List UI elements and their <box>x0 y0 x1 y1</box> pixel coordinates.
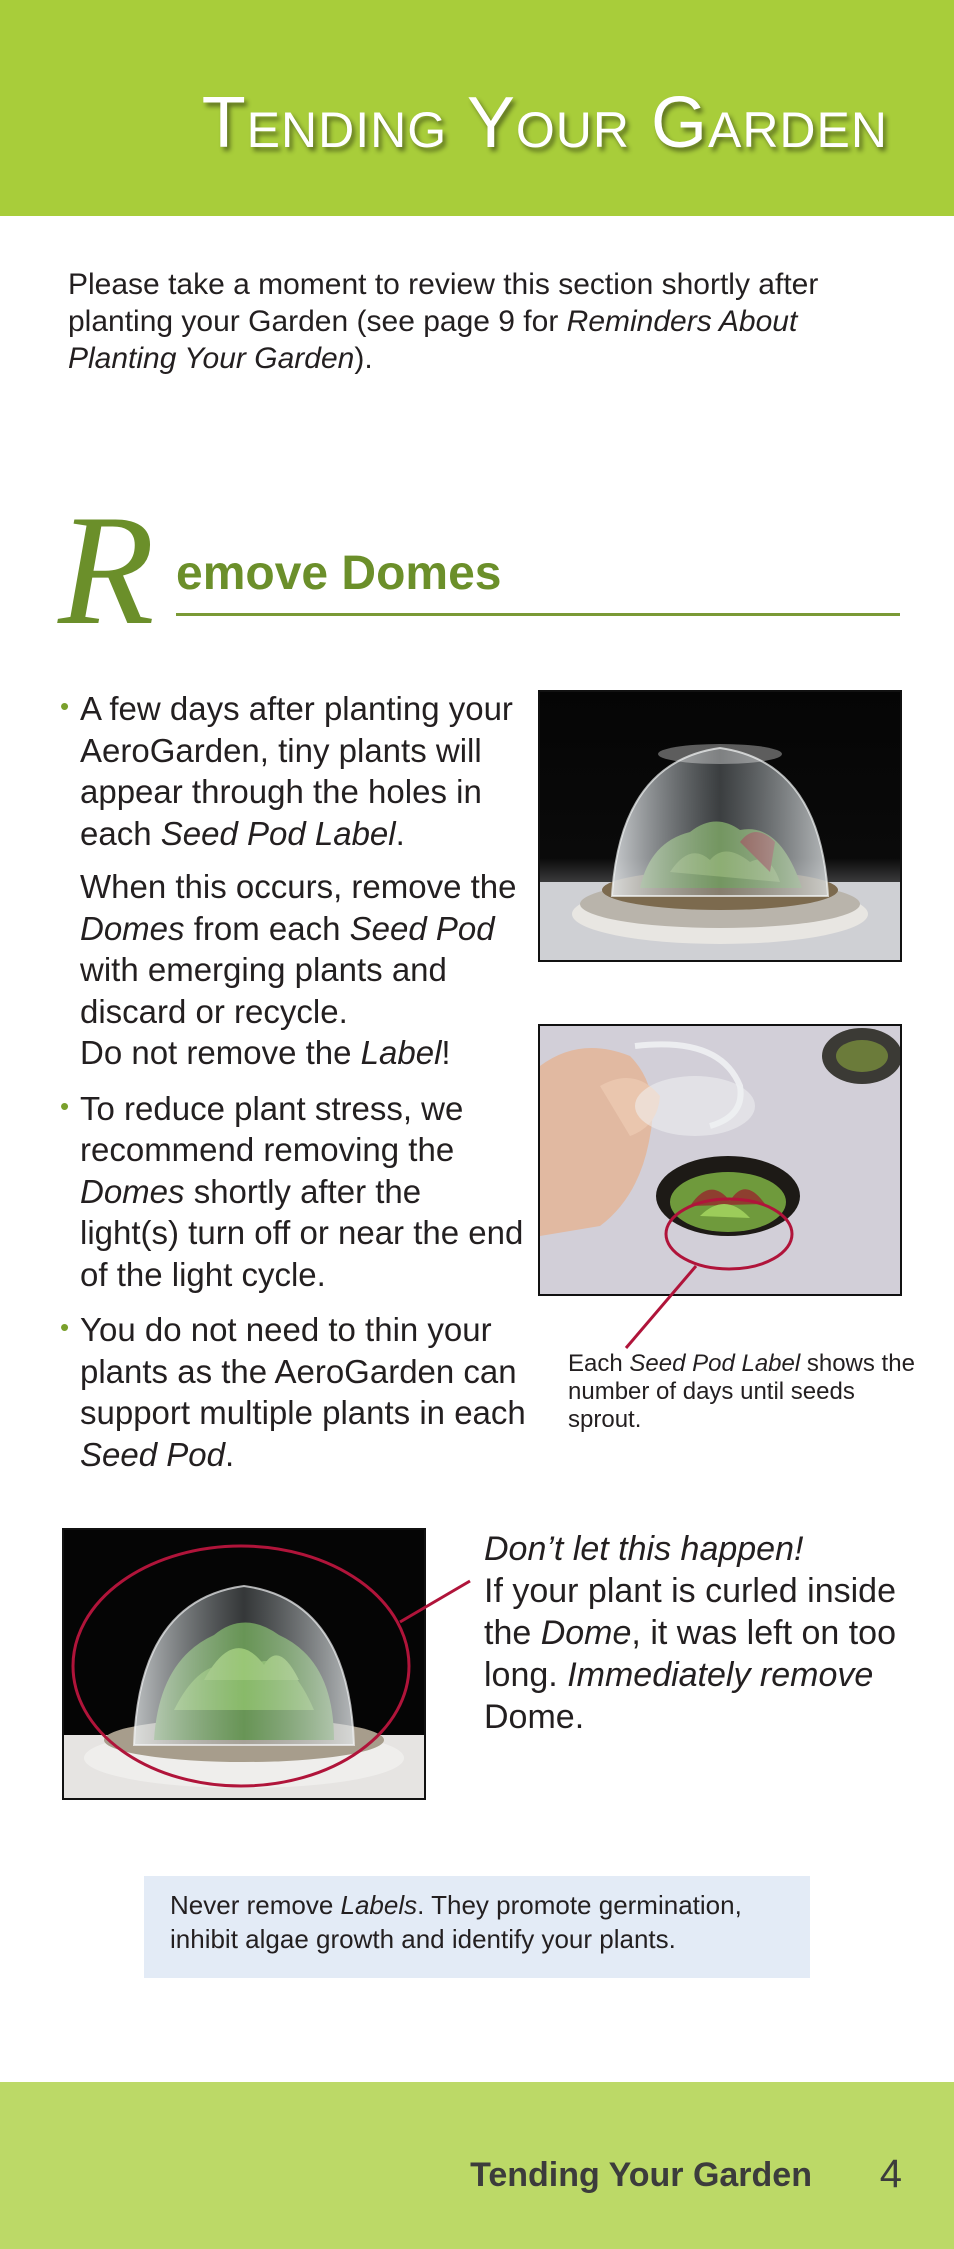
page-footer <box>0 2082 954 2249</box>
removing-dome-photo <box>538 1024 902 1296</box>
bullet-icon: • <box>60 1090 70 1121</box>
section-heading <box>58 483 900 660</box>
bullet-text: You do not need to thin your plants as the AeroGarden can support multiple plants in each Seed Pod. <box>80 1311 526 1473</box>
warning-title: Don’t let this happen! <box>484 1530 804 1568</box>
page-header <box>0 0 954 216</box>
warning-text: If your plant is curled inside the Dome, it was left on too long. Immediately remove Dome. <box>484 1572 897 1736</box>
bullet-icon: • <box>60 691 70 721</box>
section-title: emove Domes <box>176 547 502 600</box>
page-title: Tending Your Garden <box>201 83 888 163</box>
intro-text-end: ). <box>354 342 373 375</box>
section-divider <box>176 613 900 616</box>
intro-text: Please take a moment to review this section shortly after planting your Garden (see page 9 for <box>68 268 819 338</box>
footer-title: Tending Your Garden <box>470 2156 812 2194</box>
warning-callout <box>484 1528 914 1738</box>
bullet-text: To reduce plant stress, we recommend removing the Domes shortly after the light(s) turn off or near the end of the light cycle. <box>80 1089 524 1293</box>
instruction-list <box>58 688 528 1489</box>
list-item <box>58 1088 528 1296</box>
curled-plant-photo <box>62 1528 426 1800</box>
bullet-text: A few days after planting your AeroGarden, tiny plants will appear through the holes in each Seed Pod Label. <box>80 690 513 852</box>
photo-caption: Each Seed Pod Label shows the number of days until seeds sprout. <box>568 1350 915 1433</box>
intro-reference: Reminders About Planting Your Garden <box>68 305 798 375</box>
intro-paragraph <box>68 266 888 377</box>
dome-photo <box>538 690 902 962</box>
bullet-subtext: When this occurs, remove the Domes from each Seed Pod with emerging plants and discard or recycle. Do not remove the Label! <box>80 868 517 1071</box>
list-item <box>58 688 528 1074</box>
page-number: 4 <box>879 2152 902 2196</box>
bullet-icon: • <box>60 1312 70 1342</box>
labels-note: Never remove Labels. They promote germination, inhibit algae growth and identify your plants. <box>144 1876 810 1978</box>
list-item <box>58 1309 528 1475</box>
section-initial: R <box>58 483 155 658</box>
